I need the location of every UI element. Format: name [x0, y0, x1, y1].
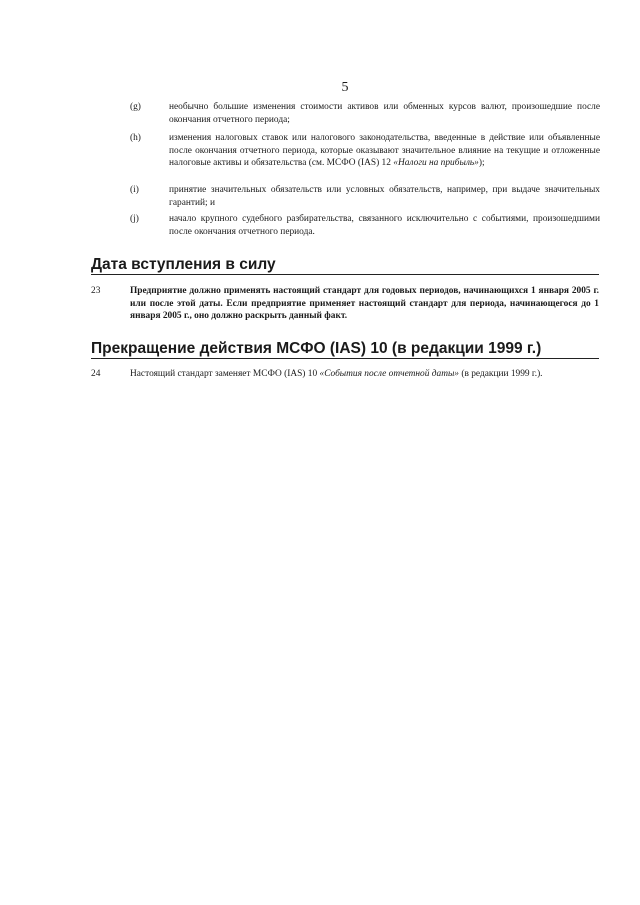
paragraph-text-italic: «События после отчетной даты»	[319, 369, 459, 379]
list-item-g	[132, 101, 600, 126]
paragraph-text-plain-end: (в редакции 1999 г.).	[459, 369, 543, 379]
list-item-i	[132, 184, 600, 209]
section-heading-withdrawal: Прекращение действия МСФО (IAS) 10 (в редакции 1999 г.)	[91, 339, 599, 359]
list-item-text-italic: «Налоги на прибыль»	[393, 158, 479, 168]
list-item-text	[169, 132, 600, 170]
list-item-j	[132, 213, 600, 238]
list-item-text: принятие значительных обязательств или условных обязательств, например, при выдаче значительных гарантий; и	[169, 185, 600, 208]
list-item-label: (h)	[130, 133, 141, 143]
paragraph-24	[91, 368, 599, 381]
list-item-label: (j)	[130, 214, 139, 224]
paragraph-text: Предприятие должно применять настоящий стандарт для годовых периодов, начинающихся 1 января 2005 г. или после этой даты. Если предприятие применяет настоящий стандарт для периода, начинающегося до 1 января 2005 г., оно должно раскрыть данный факт.	[130, 286, 599, 321]
list-item-label: (g)	[130, 102, 141, 112]
paragraph-text	[130, 368, 599, 381]
list-item-h	[132, 132, 600, 170]
paragraph-number: 23	[91, 286, 101, 296]
section-heading-effective-date: Дата вступления в силу	[91, 255, 599, 275]
paragraph-23	[91, 285, 599, 323]
page-number: 5	[341, 80, 349, 95]
list-item-label: (i)	[130, 185, 139, 195]
list-item-text: необычно большие изменения стоимости активов или обменных курсов валют, произошедшие после окончания отчетного периода;	[169, 102, 600, 125]
paragraph-number: 24	[91, 369, 101, 379]
list-item-text: начало крупного судебного разбирательства, связанного исключительно с событиями, произошедшими после окончания отчетного периода.	[169, 214, 600, 237]
list-item-text-plain: изменения налоговых ставок или налогового законодательства, введенные в действие или объявленные после окончания отчетного периода, которые оказывают значительное влияние на текущие и отложенные налоговые активы и обязательства (см. МСФО (IAS) 12	[169, 133, 600, 168]
list-item-text-plain-end: );	[478, 158, 485, 168]
paragraph-text-plain: Настоящий стандарт заменяет МСФО (IAS) 10	[130, 369, 320, 379]
